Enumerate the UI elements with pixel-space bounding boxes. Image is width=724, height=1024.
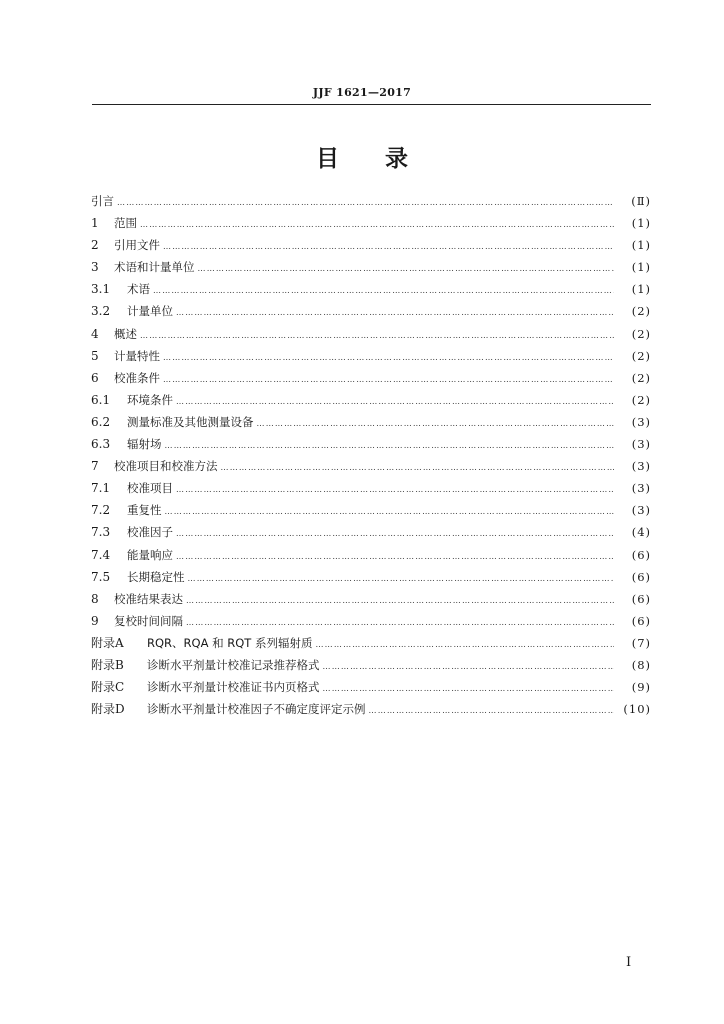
leader-dots (163, 347, 614, 369)
toc-row-7-2[interactable] (91, 499, 651, 521)
page-number: I (626, 955, 632, 970)
leader-dots (186, 612, 614, 634)
toc-page: (2) (631, 370, 651, 385)
toc-num: 6 (91, 370, 99, 385)
leader-dots (323, 656, 615, 678)
header-code: JJF 1621—2017 (312, 86, 412, 99)
toc-num: 1 (91, 216, 99, 231)
leader-dots (117, 192, 614, 214)
toc-num: 6.2 (91, 414, 111, 429)
toc-label: 范围 (114, 216, 137, 231)
toc-label: 概述 (114, 326, 137, 341)
toc-label: 引言 (91, 194, 114, 208)
toc-num: 9 (91, 613, 99, 628)
toc-label: 校准结果表达 (114, 591, 183, 606)
toc-row-6-1[interactable] (91, 389, 651, 411)
toc-page: (3) (631, 481, 651, 496)
toc-label: 复校时间间隔 (114, 613, 183, 628)
toc-row-appendix-b[interactable] (91, 654, 651, 676)
leader-dots (198, 258, 615, 280)
toc-label: 术语和计量单位 (114, 260, 195, 275)
toc-page: (Ⅱ) (631, 194, 651, 208)
toc-page: (1) (631, 216, 651, 231)
toc-page: (6) (631, 547, 651, 562)
toc-page: (10) (623, 702, 651, 717)
toc-page: (3) (631, 414, 651, 429)
toc-page: (6) (631, 591, 651, 606)
toc-page: (1) (631, 238, 651, 253)
toc-title: 目录 (316, 146, 454, 172)
toc-page: (4) (631, 525, 651, 540)
toc-label: 测量标准及其他测量设备 (127, 414, 254, 429)
toc-num: 3 (91, 260, 99, 275)
toc-label: 诊断水平剂量计校准因子不确定度评定示例 (147, 702, 366, 717)
toc-row-6[interactable] (91, 367, 651, 389)
toc-num: 6.3 (91, 437, 111, 452)
toc-label: 术语 (127, 282, 150, 297)
toc-num: 7.3 (91, 525, 111, 540)
leader-dots (165, 435, 615, 457)
toc-label: 长期稳定性 (127, 569, 185, 584)
leader-dots (323, 678, 615, 700)
leader-dots (176, 479, 614, 501)
toc-page: (7) (631, 635, 651, 650)
toc-label: 校准因子 (127, 525, 173, 540)
leader-dots (176, 523, 614, 545)
toc-list (91, 190, 651, 720)
toc-num: 7.1 (91, 481, 111, 496)
leader-dots (163, 236, 614, 258)
toc-label: 引用文件 (114, 238, 160, 253)
leader-dots (186, 590, 614, 612)
toc-row-intro[interactable] (91, 190, 651, 212)
leader-dots (153, 280, 614, 302)
toc-page: (8) (631, 657, 651, 672)
toc-row-9[interactable] (91, 610, 651, 632)
toc-row-5[interactable] (91, 345, 651, 367)
leader-dots (140, 325, 614, 347)
toc-page: (1) (631, 260, 651, 275)
toc-label: RQR、RQA 和 RQT 系列辐射质 (147, 635, 313, 650)
toc-page: (9) (631, 680, 651, 695)
toc-page: (6) (631, 569, 651, 584)
toc-num: 7.4 (91, 547, 111, 562)
toc-page: (2) (631, 304, 651, 319)
toc-num: 8 (91, 591, 99, 606)
toc-label: 校准条件 (114, 370, 160, 385)
toc-row-2[interactable] (91, 234, 651, 256)
leader-dots (163, 369, 614, 391)
leader-dots (176, 391, 614, 413)
leader-dots (176, 302, 614, 324)
toc-label: 诊断水平剂量计校准记录推荐格式 (147, 657, 320, 672)
toc-label: 环境条件 (127, 392, 173, 407)
leader-dots (257, 413, 615, 435)
toc-num: 附录B (91, 657, 124, 672)
toc-row-7-3[interactable] (91, 521, 651, 543)
toc-label: 校准项目 (127, 481, 173, 496)
toc-label: 校准项目和校准方法 (114, 459, 218, 474)
toc-label: 计量单位 (127, 304, 173, 319)
toc-label: 计量特性 (114, 348, 160, 363)
toc-num: 4 (91, 326, 99, 341)
toc-row-4[interactable] (91, 323, 651, 345)
toc-row-3-1[interactable] (91, 278, 651, 300)
leader-dots (188, 568, 615, 590)
toc-num: 7.2 (91, 503, 111, 518)
toc-row-appendix-c[interactable] (91, 676, 651, 698)
toc-page: (2) (631, 326, 651, 341)
toc-num: 附录C (91, 680, 125, 695)
header-rule (92, 104, 651, 105)
toc-row-1[interactable] (91, 212, 651, 234)
toc-row-6-3[interactable] (91, 433, 651, 455)
toc-row-7-1[interactable] (91, 477, 651, 499)
toc-row-7-5[interactable] (91, 566, 651, 588)
toc-row-appendix-d[interactable] (91, 698, 651, 720)
toc-page: (3) (631, 437, 651, 452)
toc-page: (2) (631, 392, 651, 407)
leader-dots (315, 634, 614, 656)
toc-num: 附录A (91, 635, 124, 650)
toc-page: (1) (631, 282, 651, 297)
leader-dots (176, 546, 614, 568)
toc-num: 3.2 (91, 304, 111, 319)
toc-page: (3) (631, 459, 651, 474)
toc-row-3-2[interactable] (91, 300, 651, 322)
toc-num: 6.1 (91, 392, 111, 407)
toc-num: 附录D (91, 702, 125, 717)
toc-num: 3.1 (91, 282, 111, 297)
toc-page: (6) (631, 613, 651, 628)
toc-row-8[interactable] (91, 588, 651, 610)
toc-label: 能量响应 (127, 547, 173, 562)
toc-label: 辐射场 (127, 437, 162, 452)
toc-row-7[interactable] (91, 455, 651, 477)
leader-dots (369, 700, 615, 722)
toc-row-7-4[interactable] (91, 544, 651, 566)
toc-num: 7 (91, 459, 99, 474)
toc-label: 重复性 (127, 503, 162, 518)
leader-dots (221, 457, 615, 479)
toc-row-appendix-a[interactable] (91, 632, 651, 654)
toc-page: (3) (631, 503, 651, 518)
toc-label: 诊断水平剂量计校准证书内页格式 (147, 680, 320, 695)
leader-dots (140, 214, 614, 236)
leader-dots (165, 501, 615, 523)
toc-row-6-2[interactable] (91, 411, 651, 433)
toc-num: 7.5 (91, 569, 111, 584)
toc-num: 5 (91, 348, 99, 363)
toc-num: 2 (91, 238, 99, 253)
toc-page: (2) (631, 348, 651, 363)
toc-row-3[interactable] (91, 256, 651, 278)
